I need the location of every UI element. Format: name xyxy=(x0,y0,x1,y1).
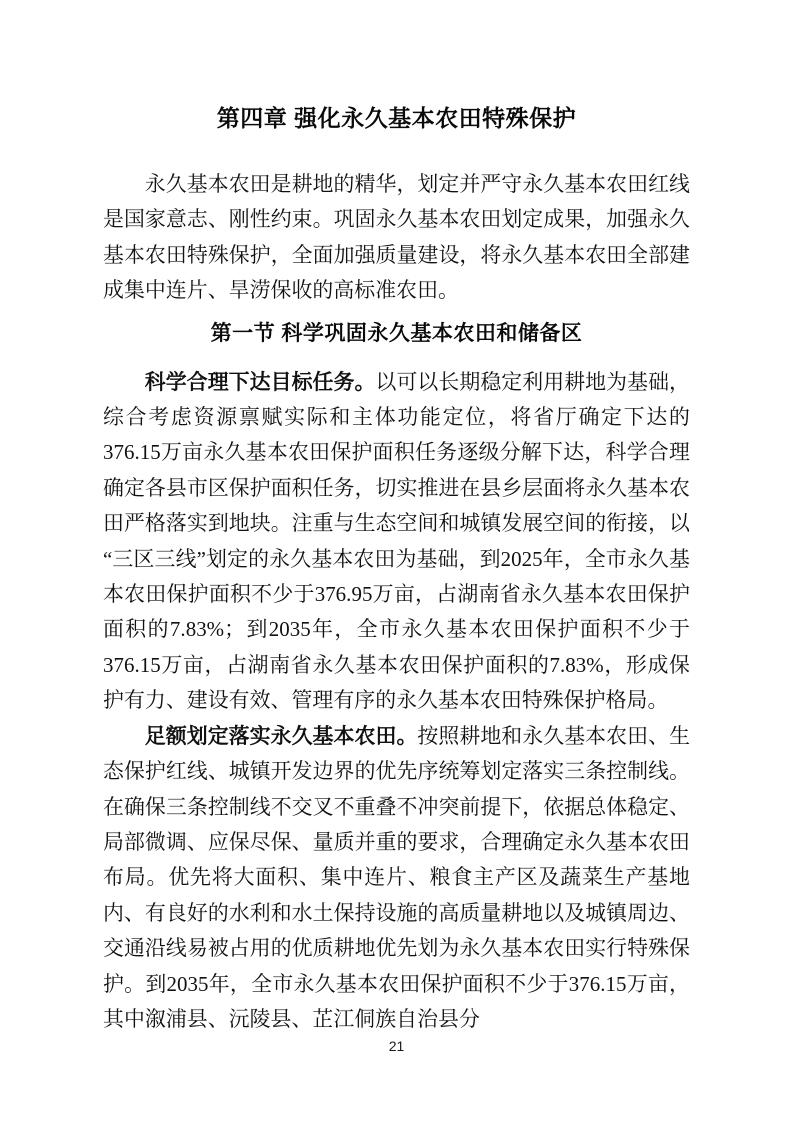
intro-paragraph: 永久基本农田是耕地的精华，划定并严守永久基本农田红线是国家意志、刚性约束。巩固永久基本农田划定成果，加强永久基本农田特殊保护，全面加强质量建设，将永久基本农田全部建成集中连片、旱涝保收的高标准农田。 xyxy=(103,172,690,303)
chapter-title: 第四章 强化永久基本农田特殊保护 xyxy=(216,105,577,131)
paragraph-body: 按照耕地和永久基本农田、生态保护红线、城镇开发边界的优先序统筹划定落实三条控制线。在确保三条控制线不交叉不重叠不冲突前提下，依据总体稳定、局部微调、应保尽保、量质并重的要求，合理确定永久基本农田布局。优先将大面积、集中连片、粮食主产区及蔬菜生产基地内、有良好的水利和水土保持设施的高质量耕地以及城镇周边、交通沿线易被占用的优质耕地优先划为永久基本农田实行特殊保护。到2035年，全市永久基本农田保护面积不少于376.15万亩，其中溆浦县、沅陵县、芷江侗族自治县分 xyxy=(103,723,691,1031)
paragraph-lead: 足额划定落实永久基本农田。 xyxy=(144,723,418,748)
paragraph-target-tasks xyxy=(103,365,690,719)
paragraph-lead: 科学合理下达目标任务。 xyxy=(144,369,376,394)
page-number: 21 xyxy=(388,1038,405,1054)
section-title: 第一节 科学巩固永久基本农田和储备区 xyxy=(210,321,583,345)
paragraph-delineate-farmland xyxy=(103,719,690,1038)
page-content xyxy=(103,0,690,1037)
paragraph-body: 以可以长期稳定利用耕地为基础，综合考虑资源禀赋实际和主体功能定位，将省厅确定下达的376.15万亩永久基本农田保护面积任务逐级分解下达，科学合理确定各县市区保护面积任务，切实推进在县乡层面将永久基本农田严格落实到地块。注重与生态空间和城镇发展空间的衔接，以“三区三线”划定的永久基本农田为基础，到2025年，全市永久基本农田保护面积不少于376.95万亩，占湖南省永久基本农田保护面积的7.83%；到2035年，全市永久基本农田保护面积不少于376.15万亩，占湖南省永久基本农田保护面积的7.83%，形成保护有力、建设有效、管理有序的永久基本农田特殊保护格局。 xyxy=(103,369,690,713)
